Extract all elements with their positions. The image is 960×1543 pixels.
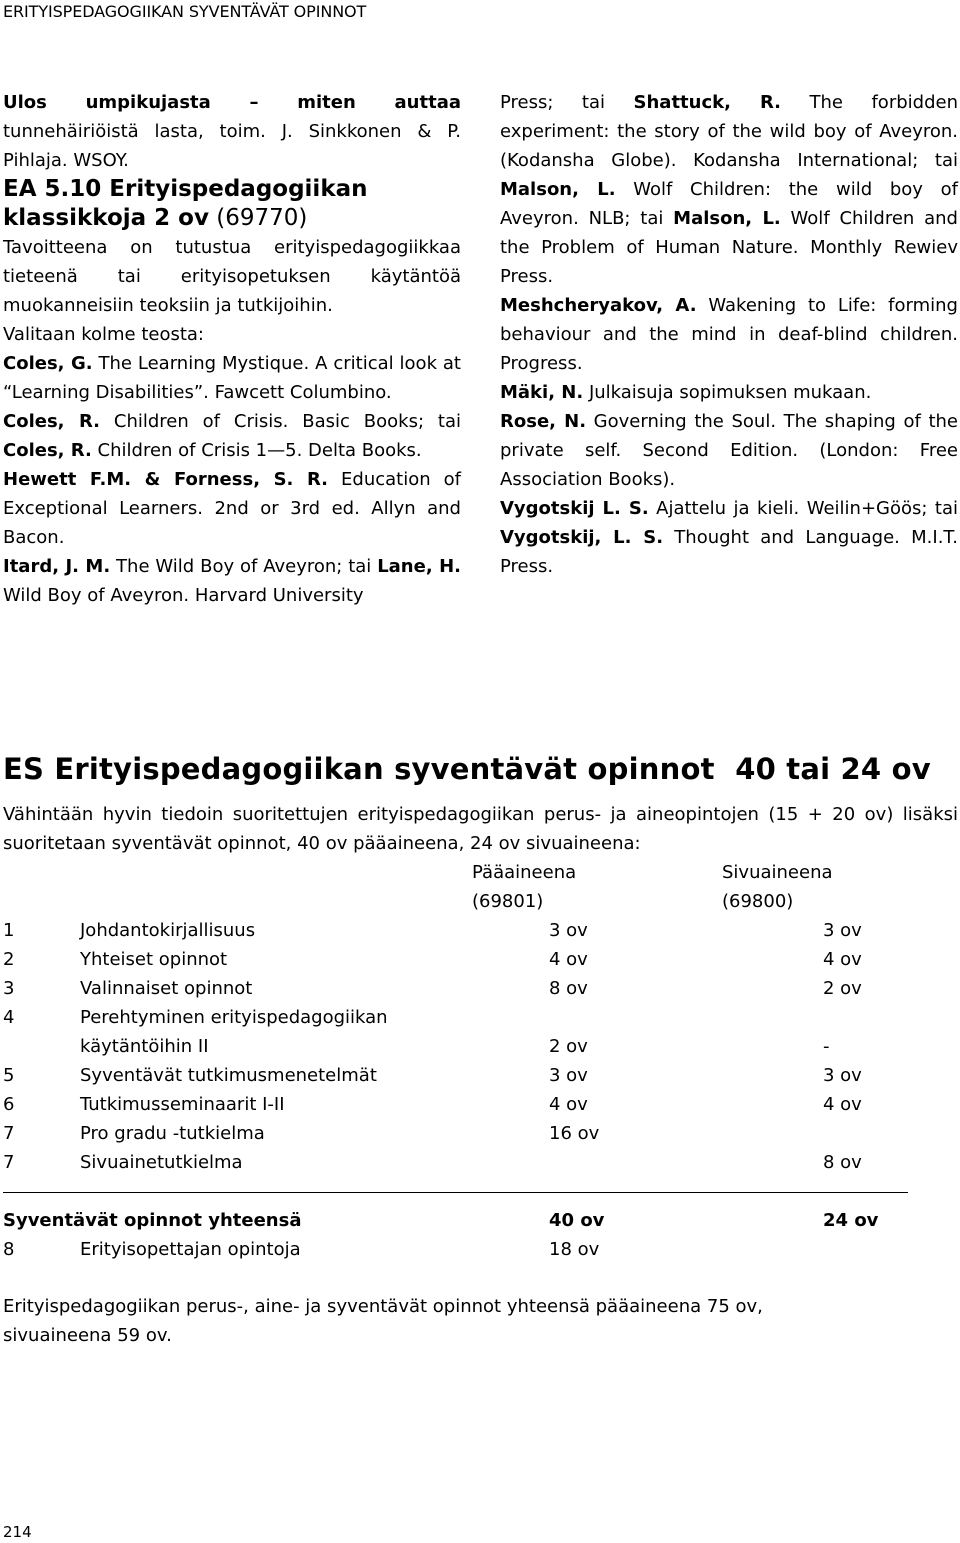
column-code-main: (69801) [472, 891, 544, 912]
row-name: käytäntöihin II [80, 1036, 209, 1057]
reference-author: Coles, G. [3, 353, 93, 374]
summary-text: Erityispedagogiikan perus-, aine- ja syventävät opinnot yhteensä pääaineena 75 ov, sivuaineena 59 ov. [3, 1296, 763, 1346]
table-row [3, 1032, 908, 1061]
reference-entry [3, 552, 461, 610]
table-divider [3, 1192, 908, 1193]
reference-author: Shattuck, R. [633, 92, 782, 113]
row-number: 5 [3, 1065, 15, 1086]
reference-entry [3, 349, 461, 407]
column-code-side: (69800) [722, 891, 794, 912]
reference-text: tunnehäiriöistä lasta, toim. J. Sinkkonen & P. Pihlaja. WSOY. [3, 121, 461, 171]
row-side-credits: 8 ov [823, 1152, 862, 1173]
reference-author: Coles, R. [3, 440, 92, 461]
reference-text: Ajattelu ja kieli. Weilin+Göös; tai [648, 498, 958, 519]
course-instruction: Valitaan kolme teosta: [3, 324, 204, 345]
row-name: Syventävät tutkimusmenetelmät [80, 1065, 377, 1086]
study-credits-table [3, 858, 908, 1177]
table-row [3, 1119, 908, 1148]
row-name: Pro gradu -tutkielma [80, 1123, 265, 1144]
reference-author: Vygotskij L. S. [500, 498, 649, 519]
reference-text: The forbidden experiment: the story of the wild boy of Aveyron. (Kodansha Globe). Kodansha International; tai [500, 92, 958, 171]
row-name: Perehtyminen erityispedagogiikan [80, 1007, 388, 1028]
row-side-credits: 4 ov [823, 1094, 862, 1115]
reference-text: Children of Crisis 1—5. Delta Books. [91, 440, 422, 461]
reference-text: Education of Exceptional Learners. 2nd or 3rd ed. Allyn and Bacon. [3, 469, 461, 548]
reference-author: Malson, L. [673, 208, 781, 229]
column-header-side: Sivuaineena [722, 862, 833, 883]
reference-text: The Wild Boy of Aveyron; tai [110, 556, 378, 577]
section-title: ES Erityispedagogiikan syventävät opinnot 40 tai 24 ov [3, 752, 931, 786]
reference-author: Lane, H. [377, 556, 461, 577]
intro-paragraph: Vähintään hyvin tiedoin suoritettujen erityispedagogiikan perus- ja aineopintojen (15 + 20 ov) lisäksi suoritetaan syventävät opinnot, 40 ov pääaineena, 24 ov sivuaineena: [3, 804, 958, 854]
total-row [3, 1206, 908, 1235]
reference-author: Itard, J. M. [3, 556, 111, 577]
row-number: 2 [3, 949, 15, 970]
course-number: (69770) [208, 205, 308, 231]
reference-author: Vygotskij, L. S. [500, 527, 664, 548]
table-row [3, 1148, 908, 1177]
table-row [3, 1090, 908, 1119]
table-row [3, 1061, 908, 1090]
row-side-credits: - [823, 1036, 830, 1057]
table-totals [3, 1206, 908, 1264]
table-header-row [3, 858, 908, 887]
row-number: 3 [3, 978, 15, 999]
reference-text: Children of Crisis. Basic Books; tai [99, 411, 461, 432]
course-name: klassikkoja 2 ov [3, 205, 209, 231]
row-number: 7 [3, 1152, 15, 1173]
row-number: 1 [3, 920, 15, 941]
reference-entry [500, 407, 958, 494]
section-intro [3, 800, 958, 858]
row-name: Johdantokirjallisuus [80, 920, 256, 941]
total-main-credits: 40 ov [549, 1210, 605, 1231]
row-name: Erityisopettajan opintoja [80, 1239, 301, 1260]
total-label: Syventävät opinnot yhteensä [3, 1210, 302, 1231]
page-number: 214 [3, 1523, 32, 1541]
column-header-main: Pääaineena [472, 862, 577, 883]
row-number: 6 [3, 1094, 15, 1115]
row-number: 8 [3, 1239, 15, 1260]
table-row [3, 945, 908, 974]
reference-text: Thought and Language. M.I.T. Press. [500, 527, 958, 577]
row-main-credits: 4 ov [549, 1094, 588, 1115]
right-column [500, 88, 958, 581]
row-name: Yhteiset opinnot [80, 949, 228, 970]
reference-text: Wild Boy of Aveyron. Harvard University [3, 585, 364, 606]
reference-author: Coles, R. [3, 411, 100, 432]
table-header-row [3, 887, 908, 916]
reference-entry [500, 378, 958, 407]
row-side-credits: 3 ov [823, 1065, 862, 1086]
reference-author: Rose, N. [500, 411, 587, 432]
reference-text: Julkaisuja sopimuksen mukaan. [583, 382, 872, 403]
row-name: Tutkimusseminaarit I-II [80, 1094, 285, 1115]
running-header: ERITYISPEDAGOGIIKAN SYVENTÄVÄT OPINNOT [3, 2, 367, 21]
table-row [3, 974, 908, 1003]
reference-author: Mäki, N. [500, 382, 584, 403]
total-side-credits: 24 ov [823, 1210, 879, 1231]
row-number: 4 [3, 1007, 15, 1028]
course-code-heading: EA 5.10 Erityispedagogiikan [3, 176, 368, 202]
row-main-credits: 18 ov [549, 1239, 600, 1260]
reference-entry [500, 291, 958, 378]
reference-author: Hewett F.M. & Forness, S. R. [3, 469, 328, 490]
course-name-heading [3, 204, 461, 233]
row-number: 7 [3, 1123, 15, 1144]
row-main-credits: 3 ov [549, 1065, 588, 1086]
table-row [3, 916, 908, 945]
table-row [3, 1235, 908, 1264]
row-name: Valinnaiset opinnot [80, 978, 253, 999]
reference-author: Malson, L. [500, 179, 616, 200]
row-side-credits: 3 ov [823, 920, 862, 941]
reference-title: Ulos umpikujasta – miten auttaa [3, 92, 461, 113]
row-main-credits: 8 ov [549, 978, 588, 999]
reference-text: Governing the Soul. The shaping of the private self. Second Edition. (London: Free Association Books). [500, 411, 958, 490]
row-main-credits: 4 ov [549, 949, 588, 970]
reference-text: Press; tai [500, 92, 634, 113]
reference-entry [500, 88, 958, 291]
row-main-credits: 16 ov [549, 1123, 600, 1144]
row-side-credits: 4 ov [823, 949, 862, 970]
row-side-credits: 2 ov [823, 978, 862, 999]
summary-paragraph [3, 1292, 803, 1350]
row-name: Sivuainetutkielma [80, 1152, 243, 1173]
reference-text: Wakening to Life: forming behaviour and the mind in deaf-blind children. Progress. [500, 295, 958, 374]
reference-author: Meshcheryakov, A. [500, 295, 697, 316]
table-row [3, 1003, 908, 1032]
reference-text: Wolf Children: the wild boy of Aveyron. NLB; tai [500, 179, 958, 229]
course-goal: Tavoitteena on tutustua erityispedagogiikkaa tieteenä tai erityisopetuksen käytäntöä muokanneisiin teoksiin ja tutkijoihin. [3, 237, 461, 316]
reference-entry [3, 407, 461, 465]
reference-entry [3, 465, 461, 552]
reference-text: The Learning Mystique. A critical look at “Learning Disabilities”. Fawcett Columbino. [3, 353, 461, 403]
left-column [3, 88, 461, 610]
row-main-credits: 2 ov [549, 1036, 588, 1057]
reference-text: Wolf Children and the Problem of Human Nature. Monthly Rewiev Press. [500, 208, 958, 287]
row-main-credits: 3 ov [549, 920, 588, 941]
reference-entry [500, 494, 958, 581]
reference-entry [3, 88, 461, 175]
